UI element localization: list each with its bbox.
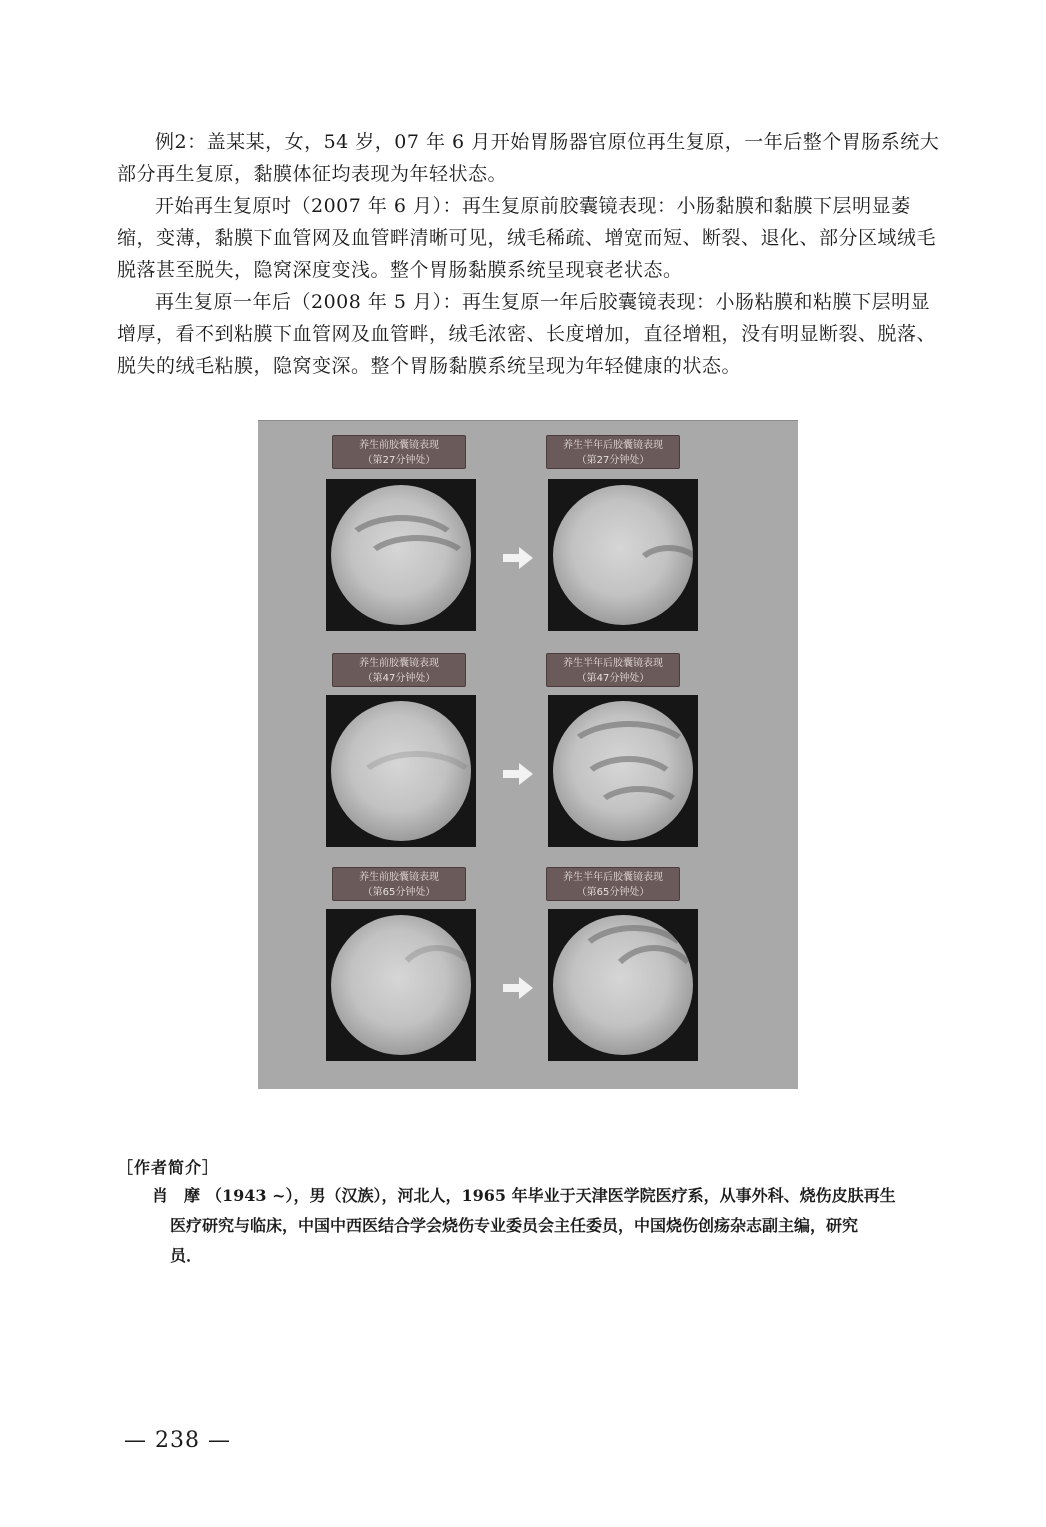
mucosa-fold — [361, 535, 471, 597]
label-title: 养生半年后胶囊镜表现 — [563, 440, 663, 451]
capsule-endoscopy-figure — [258, 420, 798, 1089]
arrow-right-icon — [503, 547, 533, 569]
label-title: 养生前胶囊镜表现 — [359, 872, 439, 883]
mucosa-fold — [603, 945, 693, 1047]
author-bio-line-1: （1943 ~），男（汉族），河北人，1965 年毕业于天津医学院医疗系，从事外科、烧伤皮肤再生 — [206, 1186, 896, 1205]
author-name: 肖 摩 — [152, 1186, 201, 1205]
page-number: — 238 — — [124, 1428, 231, 1453]
figure-label-before-1 — [332, 435, 466, 469]
arrow-right-icon — [503, 977, 533, 999]
mucosa-fold — [633, 545, 693, 597]
label-time: （第47分钟处） — [362, 673, 436, 684]
paragraph-before: 开始再生复原吋（2007 年 6 月）：再生复原前胶囊镜表现：小肠黏膜和黏膜下层明显萎缩，变薄，黏膜下血管网及血管畔清晰可见，绒毛稀疏、增宽而短、断裂、退化、部分区域绒毛脱落甚至脱失，隐窝深度变浅。整个胃肠黏膜系统呈现衰老状态。 — [117, 195, 937, 281]
endoscopy-view — [331, 701, 471, 841]
figure-label-before-3 — [332, 867, 466, 901]
figure-label-after-1 — [546, 435, 680, 469]
author-intro-heading: ［作者简介］ — [117, 1158, 220, 1177]
label-title: 养生半年后胶囊镜表现 — [563, 658, 663, 669]
endoscopy-view — [331, 915, 471, 1055]
label-time: （第65分钟处） — [362, 887, 436, 898]
endoscopy-image-before-3 — [326, 909, 476, 1061]
endoscopy-view — [553, 485, 693, 625]
figure-label-after-3 — [546, 867, 680, 901]
author-bio-line-2: 医疗研究与临床，中国中西医结合学会烧伤专业委员会主任委员，中国烧伤创疡杂志副主编，研究 — [170, 1216, 859, 1235]
paragraph-after: 再生复原一年后（2008 年 5 月）：再生复原一年后胶囊镜表现：小肠粘膜和粘膜下层明显增厚，看不到粘膜下血管网及血管畔，绒毛浓密、长度增加，直径增粗，没有明显断裂、脱落、脱失的绒毛粘膜，隐窝变深。整个胃肠黏膜系统呈现为年轻健康的状态。 — [117, 291, 937, 377]
endoscopy-image-before-1 — [326, 479, 476, 631]
endoscopy-view — [553, 701, 693, 841]
label-title: 养生前胶囊镜表现 — [359, 658, 439, 669]
mucosa-fold — [391, 945, 471, 1037]
label-title: 养生前胶囊镜表现 — [359, 440, 439, 451]
mucosa-fold — [593, 786, 685, 838]
label-title: 养生半年后胶囊镜表现 — [563, 872, 663, 883]
mucosa-fold — [351, 751, 471, 833]
arrow-right-icon — [503, 763, 533, 785]
endoscopy-image-after-3 — [548, 909, 698, 1061]
endoscopy-image-after-2 — [548, 695, 698, 847]
figure-label-before-2 — [332, 653, 466, 687]
author-bio-line-3: 员． — [170, 1246, 203, 1265]
label-time: （第65分钟处） — [576, 887, 650, 898]
label-time: （第27分钟处） — [576, 455, 650, 466]
paragraph-case-intro: 例2：盖某某，女，54 岁，07 年 6 月开始胃肠器官原位再生复原，一年后整个胃肠系统大部分再生复原，黏膜体征均表现为年轻状态。 — [117, 131, 940, 185]
endoscopy-view — [331, 485, 471, 625]
label-time: （第27分钟处） — [362, 455, 436, 466]
author-intro — [152, 1181, 952, 1271]
label-time: （第47分钟处） — [576, 673, 650, 684]
endoscopy-image-before-2 — [326, 695, 476, 847]
endoscopy-image-after-1 — [548, 479, 698, 631]
figure-label-after-2 — [546, 653, 680, 687]
endoscopy-view — [553, 915, 693, 1055]
